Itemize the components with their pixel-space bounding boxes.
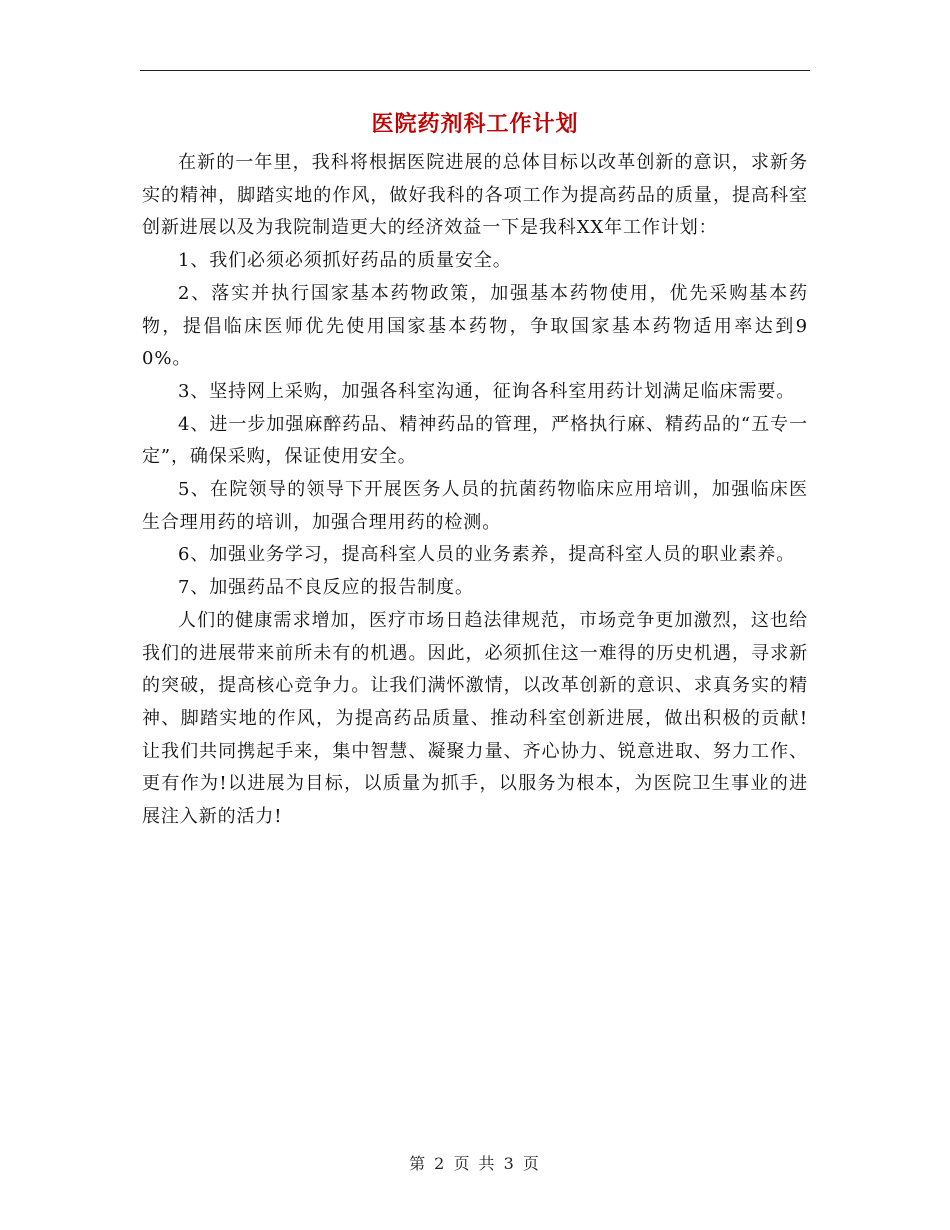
footer-suffix: 页	[522, 1154, 541, 1173]
header-rule	[140, 70, 810, 71]
document-body	[142, 147, 808, 834]
paragraph-item-1: 1、我们必须必须抓好药品的质量安全。	[178, 250, 512, 272]
document-title: 医院药剂科工作计划	[371, 111, 579, 137]
paragraph-item-5: 5、在院领导的领导下开展医务人员的抗菌药物临床应用培训，加强临床医生合理用药的培训，加强合理用药的检测。	[142, 479, 808, 533]
footer-page-total: 3	[503, 1154, 516, 1173]
footer-page-current: 2	[434, 1154, 447, 1173]
footer-prefix: 第	[409, 1154, 428, 1173]
paragraph-conclusion: 人们的健康需求增加，医疗市场日趋法律规范，市场竞争更加激烈，这也给我们的进展带来前所未有的机遇。因此，必须抓住这一难得的历史机遇，寻求新的突破，提高核心竞争力。让我们满怀激情，以改革创新的意识、求真务实的精神、脚踏实地的作风，为提高药品质量、推动科室创新进展，做出积极的贡献!让我们共同携起手来，集中智慧、凝聚力量、齐心协力、锐意进取、努力工作、更有作为!以进展为目标，以质量为抓手，以服务为根本，为医院卫生事业的进展注入新的活力!	[142, 609, 808, 828]
page-footer	[0, 1152, 950, 1176]
paragraph-item-6: 6、加强业务学习，提高科室人员的业务素养，提高科室人员的职业素养。	[178, 544, 796, 566]
paragraph-item-7: 7、加强药品不良反应的报告制度。	[178, 577, 474, 599]
paragraph-item-4: 4、进一步加强麻醉药品、精神药品的管理，严格执行麻、精药品的“五专一定”，确保采购，保证使用安全。	[142, 413, 808, 468]
footer-middle: 页 共	[453, 1154, 497, 1173]
paragraph-intro: 在新的一年里，我科将根据医院进展的总体目标以改革创新的意识，求新务实的精神，脚踏实地的作风，做好我科的各项工作为提高药品的质量，提高科室创新进展以及为我院制造更大的经济效益一下是我科XX年工作计划：	[142, 152, 808, 239]
paragraph-item-2: 2、落实并执行国家基本药物政策，加强基本药物使用，优先采购基本药物，提倡临床医师优先使用国家基本药物，争取国家基本药物适用率达到90%。	[142, 282, 808, 370]
paragraph-item-3: 3、坚持网上采购，加强各科室沟通，征询各科室用药计划满足临床需要。	[178, 380, 796, 402]
